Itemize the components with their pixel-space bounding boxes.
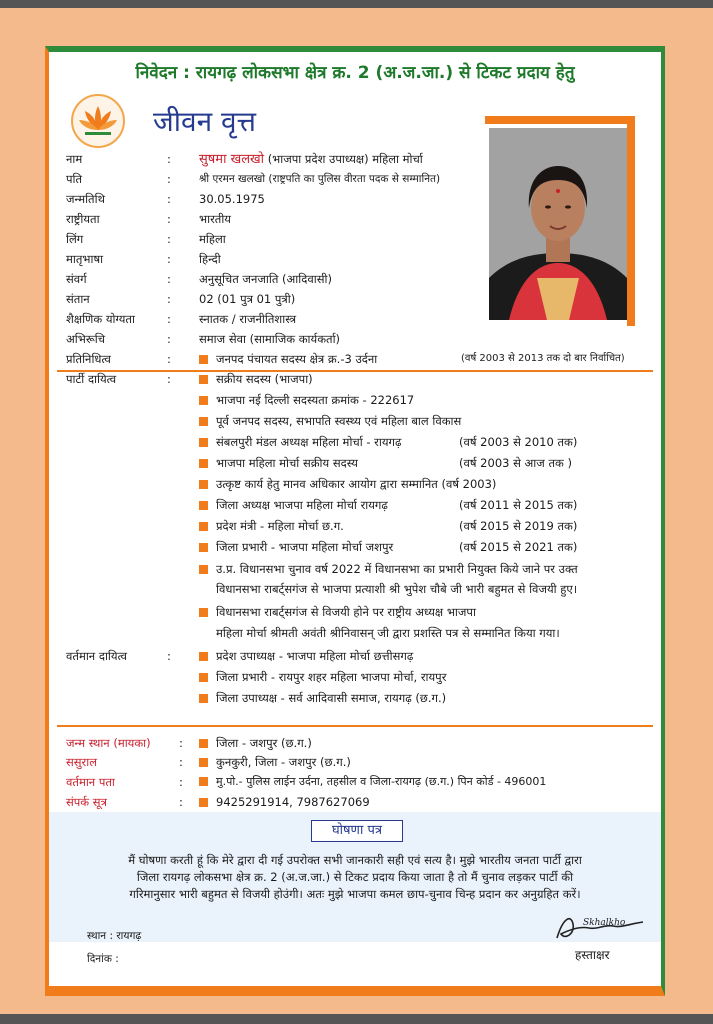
party-role-item [199, 605, 476, 619]
current-role-text: प्रदेश उपाध्यक्ष - भाजपा महिला मोर्चा छत्तीसगढ़ [216, 649, 414, 663]
colon: : [167, 212, 171, 226]
bullet-square-icon [199, 777, 208, 786]
signature-mark [549, 910, 649, 944]
party-role-item [199, 435, 401, 449]
party-role-item [199, 562, 578, 576]
colon: : [167, 372, 171, 386]
party-role-text: भाजपा महिला मोर्चा सक्रीय सदस्य [216, 456, 358, 470]
bullet-square-icon [199, 396, 208, 405]
colon: : [179, 795, 183, 809]
address-value: मु.पो.- पुलिस लाईन उर्दना, तहसील व जिला-रायगढ़ (छ.ग.) पिन कोर्ड - 496001 [216, 775, 547, 788]
declaration-title: घोषणा पत्र [311, 820, 403, 842]
current-role-text: जिला प्रभारी - रायपुर शहर महिला भाजपा मोर्चा, रायपुर [216, 670, 447, 684]
party-roles-label: पार्टी दायित्व [66, 372, 117, 386]
colon: : [179, 736, 183, 750]
section-divider [57, 370, 653, 372]
signature-label: हस्ताक्षर [575, 948, 610, 962]
representation-item [199, 352, 377, 366]
bullet-square-icon [199, 565, 208, 574]
mother-tongue-label: मातृभाषा [66, 252, 104, 266]
phone-label: संपर्क सूत्र [66, 795, 107, 809]
children-value: 02 (01 पुत्र 01 पुत्री) [199, 292, 296, 306]
party-role-item [199, 414, 461, 428]
declaration-line: मैं घोषणा करती हूं कि मेरे द्वारा दी गई उपरोक्त सभी जानकारी सही एवं सत्य है। मुझे भारतीय जनता पार्टी द्वारा [128, 853, 582, 867]
party-role-years: (वर्ष 2011 से 2015 तक) [459, 498, 578, 512]
representation-label: प्रतिनिधित्व [66, 352, 111, 366]
address-label: वर्तमान पता [66, 775, 115, 789]
bullet-square-icon [199, 501, 208, 510]
colon: : [167, 172, 171, 186]
bullet-square-icon [199, 480, 208, 489]
education-label: शैक्षणिक योग्यता [66, 312, 135, 326]
bullet-square-icon [199, 543, 208, 552]
colon: : [179, 755, 183, 769]
husband-label: पति [66, 172, 83, 186]
bullet-square-icon [199, 375, 208, 384]
party-role-text: विधानसभा राबर्ट्सगंज से विजयी होने पर राष्ट्रीय अध्यक्ष भाजपा [216, 605, 476, 619]
bullet-square-icon [199, 608, 208, 617]
party-role-item [199, 372, 313, 386]
party-role-text: उत्कृष्ट कार्य हेतु मानव अधिकार आयोग द्वारा सम्मानित (वर्ष 2003) [216, 477, 497, 491]
declaration-line: जिला रायगढ़ लोकसभा क्षेत्र क्र. 2 (अ.ज.जा.) से टिकट प्रदाय किया जाता है तो मैं चुनाव लड़कर पार्टी की [136, 870, 574, 884]
party-role-text: उ.प्र. विधानसभा चुनाव वर्ष 2022 में विधानसभा का प्रभारी नियुक्त किये जाने पर उक्त [216, 562, 578, 576]
mother-tongue-value: हिन्दी [199, 252, 221, 266]
party-role-text: पूर्व जनपद सदस्य, सभापति स्वस्थ्य एवं महिला बाल विकास [216, 414, 462, 428]
nationality-value: भारतीय [199, 212, 231, 226]
colon: : [167, 232, 171, 246]
party-role-years: (वर्ष 2015 से 2021 तक) [459, 540, 578, 554]
row-name [49, 152, 479, 166]
date-label: दिनांक : [87, 953, 119, 965]
current-role-item [199, 691, 446, 705]
bullet-square-icon [199, 355, 208, 364]
party-role-text: प्रदेश मंत्री - महिला मोर्चा छ.ग. [216, 519, 344, 533]
bottom-edge-bar [0, 1014, 713, 1024]
bullet-square-icon [199, 652, 208, 661]
party-role-item [199, 393, 414, 407]
education-value: स्नातक / राजनीतिशास्त्र [199, 312, 297, 326]
bullet-square-icon [199, 438, 208, 447]
party-role-text: संबलपुरी मंडल अध्यक्ष महिला मोर्चा - रायगढ़ [216, 435, 402, 449]
bjp-lotus-logo-icon [71, 94, 125, 148]
name-suffix: (भाजपा प्रदेश उपाध्यक्ष) महिला मोर्चा [267, 152, 423, 166]
party-role-item [199, 456, 358, 470]
name-value-group [199, 152, 423, 167]
dob-label: जन्मतिथि [66, 192, 105, 206]
birthplace-label: जन्म स्थान (मायका) [66, 736, 151, 750]
birthplace-item [199, 736, 312, 750]
candidate-photo [489, 128, 627, 320]
party-role-text: महिला मोर्चा श्रीमती अवंती श्रीनिवासन् जी द्वारा प्रशस्ति पत्र से सम्मानित किया गया। [216, 626, 560, 640]
top-edge-bar [0, 0, 713, 8]
bullet-square-icon [199, 758, 208, 767]
bullet-square-icon [199, 522, 208, 531]
bullet-square-icon [199, 694, 208, 703]
phone-item [199, 795, 370, 809]
party-role-text: जिला प्रभारी - भाजपा महिला मोर्चा जशपुर [216, 540, 394, 554]
current-role-text: जिला उपाध्यक्ष - सर्व आदिवासी समाज, रायगढ़ (छ.ग.) [216, 691, 447, 705]
children-label: संतान [66, 292, 90, 306]
candidate-name: सुषमा खलखो [199, 152, 265, 167]
dob-value: 30.05.1975 [199, 192, 265, 206]
party-role-item [199, 498, 388, 512]
colon: : [167, 332, 171, 346]
name-label: नाम [66, 152, 83, 166]
party-role-item [199, 519, 344, 533]
party-role-item [199, 477, 496, 491]
nationality-label: राष्ट्रीयता [66, 212, 100, 226]
place-label: स्थान : रायगढ़ [87, 930, 142, 942]
biodata-card [45, 46, 665, 996]
colon: : [167, 649, 171, 663]
colon: : [167, 292, 171, 306]
current-role-item [199, 670, 446, 684]
party-role-text: भाजपा नई दिल्ली सदस्यता क्रमांक - 222617 [216, 393, 415, 407]
party-role-years: (वर्ष 2003 से आज तक ) [459, 456, 573, 470]
colon: : [167, 272, 171, 286]
colon: : [167, 152, 171, 166]
birthplace-value: जिला - जशपुर (छ.ग.) [216, 736, 312, 750]
declaration-text [63, 852, 647, 903]
bullet-square-icon [199, 459, 208, 468]
signature-script: Skhalkho [583, 918, 626, 928]
party-role-item [199, 540, 393, 554]
gender-value: महिला [199, 232, 226, 246]
colon: : [167, 352, 171, 366]
phone-value: 9425291914, 7987627069 [216, 795, 370, 809]
party-role-text: जिला अध्यक्ष भाजपा महिला मोर्चा रायगढ़ [216, 498, 388, 512]
interest-value: समाज सेवा (सामाजिक कार्यकर्ता) [199, 332, 341, 346]
inlaws-value: कुनकुरी, जिला - जशपुर (छ.ग.) [216, 755, 351, 769]
colon: : [179, 775, 183, 789]
current-roles-label: वर्तमान दायित्व [66, 649, 128, 663]
declaration-line: गरिमानुसार भारी बहुमत से विजयी होउंगी। अतः मुझे भाजपा कमल छाप-चुनाव चिन्ह प्रदान कर अनुग्रहित करें। [129, 887, 581, 901]
colon: : [167, 252, 171, 266]
bullet-square-icon [199, 798, 208, 807]
representation-text: जनपद पंचायत सदस्य क्षेत्र क्र.-3 उर्दना [216, 352, 378, 366]
colon: : [167, 192, 171, 206]
husband-value: श्री एरमन खलखो (राष्ट्रपति का पुलिस वीरता पदक से सम्मानित) [199, 173, 441, 185]
section-divider [57, 725, 653, 727]
party-role-years: (वर्ष 2015 से 2019 तक) [459, 519, 578, 533]
party-role-text: विधानसभा राबर्ट्सगंज से भाजपा प्रत्याशी श्री भुपेश चौबे जी भारी बहुमत से विजयी हुए। [216, 582, 578, 596]
colon: : [167, 312, 171, 326]
bullet-square-icon [199, 673, 208, 682]
gender-label: लिंग [66, 232, 84, 246]
representation-years: (वर्ष 2003 से 2013 तक दो बार निर्वाचित) [461, 353, 625, 364]
inlaws-item [199, 755, 351, 769]
category-label: संवर्ग [66, 272, 87, 286]
party-role-text: सक्रीय सदस्य (भाजपा) [216, 372, 313, 386]
address-item [199, 775, 546, 789]
interest-label: अभिरूचि [66, 332, 106, 346]
bullet-square-icon [199, 739, 208, 748]
bullet-square-icon [199, 417, 208, 426]
application-title: निवेदन : रायगढ़ लोकसभा क्षेत्र क्र. 2 (अ.ज.जा.) से टिकट प्रदाय हेतु [135, 63, 575, 83]
current-role-item [199, 649, 413, 663]
inlaws-label: ससुराल [66, 755, 98, 769]
category-value: अनुसूचित जनजाति (आदिवासी) [199, 272, 332, 286]
page-title: जीवन वृत्त [153, 105, 256, 138]
party-role-years: (वर्ष 2003 से 2010 तक) [459, 435, 578, 449]
